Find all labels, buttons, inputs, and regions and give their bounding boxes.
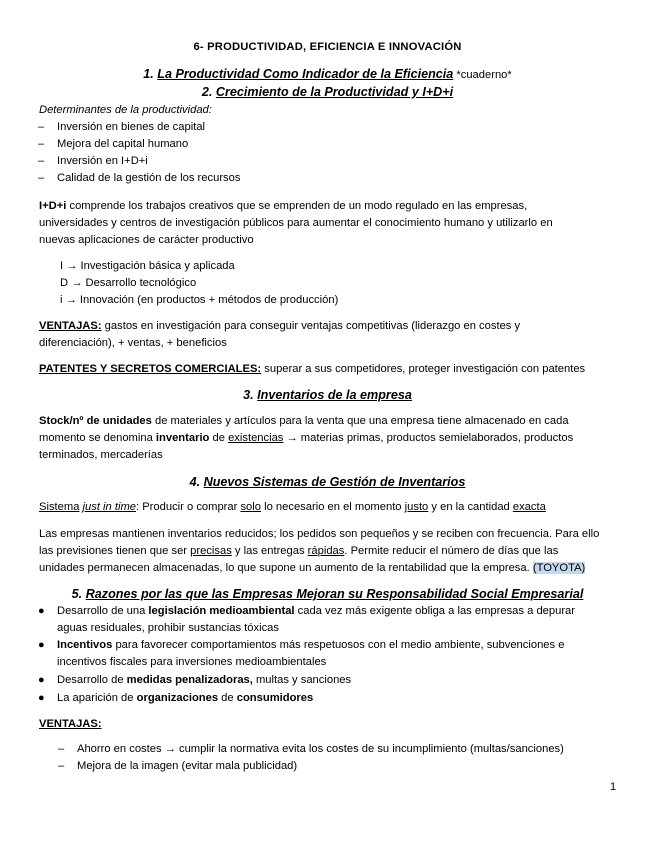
bullet-marker: ● bbox=[38, 692, 45, 704]
list-item: Calidad de la gestión de los recursos bbox=[57, 172, 241, 184]
ventajas-line: diferenciación), + ventas, + beneficios bbox=[39, 337, 227, 349]
text: momento se denomina bbox=[39, 432, 156, 444]
text: Producir o comprar bbox=[139, 501, 241, 513]
text: La aparición de bbox=[57, 692, 137, 704]
text: : bbox=[136, 501, 140, 513]
inventory-paragraph-line bbox=[39, 543, 558, 559]
stock-paragraph-line bbox=[39, 413, 569, 429]
list-item bbox=[57, 690, 313, 706]
list-item: Mejora del capital humano bbox=[57, 138, 189, 150]
inventory-paragraph-line: Las empresas mantienen inventarios reducidos; los pedidos son pequeños y se reciben con frecuencia. Para ello bbox=[39, 528, 600, 540]
text: comprende los trabajos creativos que se emprenden de un modo regulado en las empresas, bbox=[66, 200, 528, 212]
list-item: Mejora de la imagen (evitar mala publicidad) bbox=[77, 760, 298, 772]
section-number: 2. bbox=[201, 85, 213, 99]
text: precisas bbox=[190, 545, 232, 557]
idi-paragraph-line bbox=[39, 198, 527, 214]
dash-marker: – bbox=[58, 743, 65, 755]
existencias-term: existencias bbox=[228, 432, 284, 444]
text: solo bbox=[240, 501, 261, 513]
idi-list-item: D → Desarrollo tecnológico bbox=[60, 277, 197, 289]
determinantes-label: Determinantes de la productividad: bbox=[39, 104, 212, 116]
text: y las entregas bbox=[231, 545, 308, 557]
section-note: *cuaderno* bbox=[453, 69, 512, 81]
text: de bbox=[218, 692, 237, 704]
dash-marker: – bbox=[38, 138, 45, 150]
idi-list-item: I → Investigación básica y aplicada bbox=[60, 260, 235, 272]
list-item bbox=[57, 637, 564, 653]
text: Sistema bbox=[39, 501, 80, 513]
dash-marker: – bbox=[38, 121, 45, 133]
section-number: 3. bbox=[243, 388, 254, 402]
text: de materiales y artículos para la venta que una empresa tiene almacenado en cada bbox=[151, 415, 569, 427]
text: cada vez más exigente obliga a las empresas a depurar bbox=[294, 605, 575, 617]
bullet-marker: ● bbox=[38, 674, 45, 686]
section-number: 4. bbox=[189, 475, 201, 489]
section-2-heading bbox=[0, 84, 655, 100]
ventajas-label: VENTAJAS: bbox=[39, 320, 102, 332]
dash-marker: – bbox=[38, 172, 45, 184]
idi-list-item: i → Innovación (en productos + métodos de producción) bbox=[60, 294, 339, 306]
patentes-paragraph bbox=[39, 361, 585, 377]
section-title: La Productividad Como Indicador de la Eficiencia bbox=[157, 67, 454, 81]
idi-term: I+D+i bbox=[39, 200, 67, 212]
section-number: 1. bbox=[143, 67, 154, 81]
idi-paragraph-line: universidades y centros de investigación públicos para aumentar el conocimiento humano y utilizarlo en bbox=[39, 217, 553, 229]
dash-marker: – bbox=[58, 760, 65, 772]
list-item-continued: aguas residuales, prohibir sustancias tóxicas bbox=[57, 622, 280, 634]
patentes-label: PATENTES Y SECRETOS COMERCIALES: bbox=[39, 363, 262, 375]
text: organizaciones bbox=[136, 692, 219, 704]
text: superar a sus competidores, proteger investigación con patentes bbox=[261, 363, 586, 375]
jit-term: just in time bbox=[82, 501, 136, 513]
text: legislación medioambiental bbox=[148, 605, 295, 617]
section-title: Crecimiento de la Productividad y I+D+i bbox=[215, 85, 454, 99]
text: consumidores bbox=[236, 692, 314, 704]
section-4-heading bbox=[0, 474, 655, 490]
text: multas y sanciones bbox=[252, 674, 352, 686]
inventario-term: inventario bbox=[155, 432, 210, 444]
section-number: 5. bbox=[71, 587, 83, 601]
jit-paragraph bbox=[39, 499, 546, 515]
inventory-paragraph-line bbox=[39, 560, 585, 576]
list-item bbox=[57, 672, 351, 688]
list-item-continued: incentivos fiscales para inversiones medioambientales bbox=[57, 656, 327, 668]
section-3-heading bbox=[0, 387, 655, 403]
stock-paragraph-line bbox=[39, 430, 573, 446]
text: Desarrollo de bbox=[57, 674, 127, 686]
dash-marker: – bbox=[38, 155, 45, 167]
text: → materias primas, productos semielaborados, productos bbox=[283, 432, 574, 444]
ventajas-heading: VENTAJAS: bbox=[39, 718, 102, 730]
text: . Permite reducir el número de días que las bbox=[344, 545, 559, 557]
text: exacta bbox=[512, 501, 546, 513]
text: Incentivos bbox=[57, 639, 113, 651]
text: lo necesario en el momento bbox=[260, 501, 405, 513]
section-title: Nuevos Sistemas de Gestión de Inventarios bbox=[203, 475, 466, 489]
text: unidades permanecen almacenadas, lo que supone un aumento de la rentabilidad que la empresa. bbox=[39, 562, 533, 574]
page-number: 1 bbox=[610, 781, 617, 793]
list-item: Inversión en I+D+i bbox=[57, 155, 148, 167]
text: gastos en investigación para conseguir ventajas competitivas (liderazgo en costes y bbox=[101, 320, 521, 332]
section-title: Inventarios de la empresa bbox=[257, 388, 412, 402]
highlighted-text: (TOYOTA) bbox=[532, 562, 586, 574]
text: para favorecer comportamientos más respetuosos con el medio ambiente, subvenciones e bbox=[112, 639, 565, 651]
text: y en la cantidad bbox=[428, 501, 513, 513]
ventajas-paragraph bbox=[39, 318, 520, 334]
section-1-heading bbox=[0, 66, 655, 83]
stock-term: Stock/nº de unidades bbox=[39, 415, 152, 427]
list-item: Ahorro en costes → cumplir la normativa evita los costes de su incumplimiento (multas/sanciones) bbox=[77, 743, 564, 755]
stock-paragraph-line: terminados, mercaderías bbox=[39, 449, 163, 461]
section-title: Razones por las que las Empresas Mejoran su Responsabilidad Social Empresarial bbox=[85, 587, 584, 601]
section-5-heading bbox=[0, 586, 655, 602]
list-item bbox=[57, 603, 575, 619]
text: Desarrollo de una bbox=[57, 605, 149, 617]
text: de bbox=[209, 432, 229, 444]
list-item: Inversión en bienes de capital bbox=[57, 121, 206, 133]
bullet-marker: ● bbox=[38, 639, 45, 651]
text: rápidas bbox=[307, 545, 345, 557]
page-title: 6- PRODUCTIVIDAD, EFICIENCIA E INNOVACIÓN bbox=[193, 41, 462, 53]
bullet-marker: ● bbox=[38, 605, 45, 617]
text: las previsiones tienen que ser bbox=[39, 545, 191, 557]
text: justo bbox=[404, 501, 429, 513]
idi-paragraph-line: nuevas aplicaciones de carácter productivo bbox=[39, 234, 254, 246]
text: medidas penalizadoras, bbox=[126, 674, 253, 686]
